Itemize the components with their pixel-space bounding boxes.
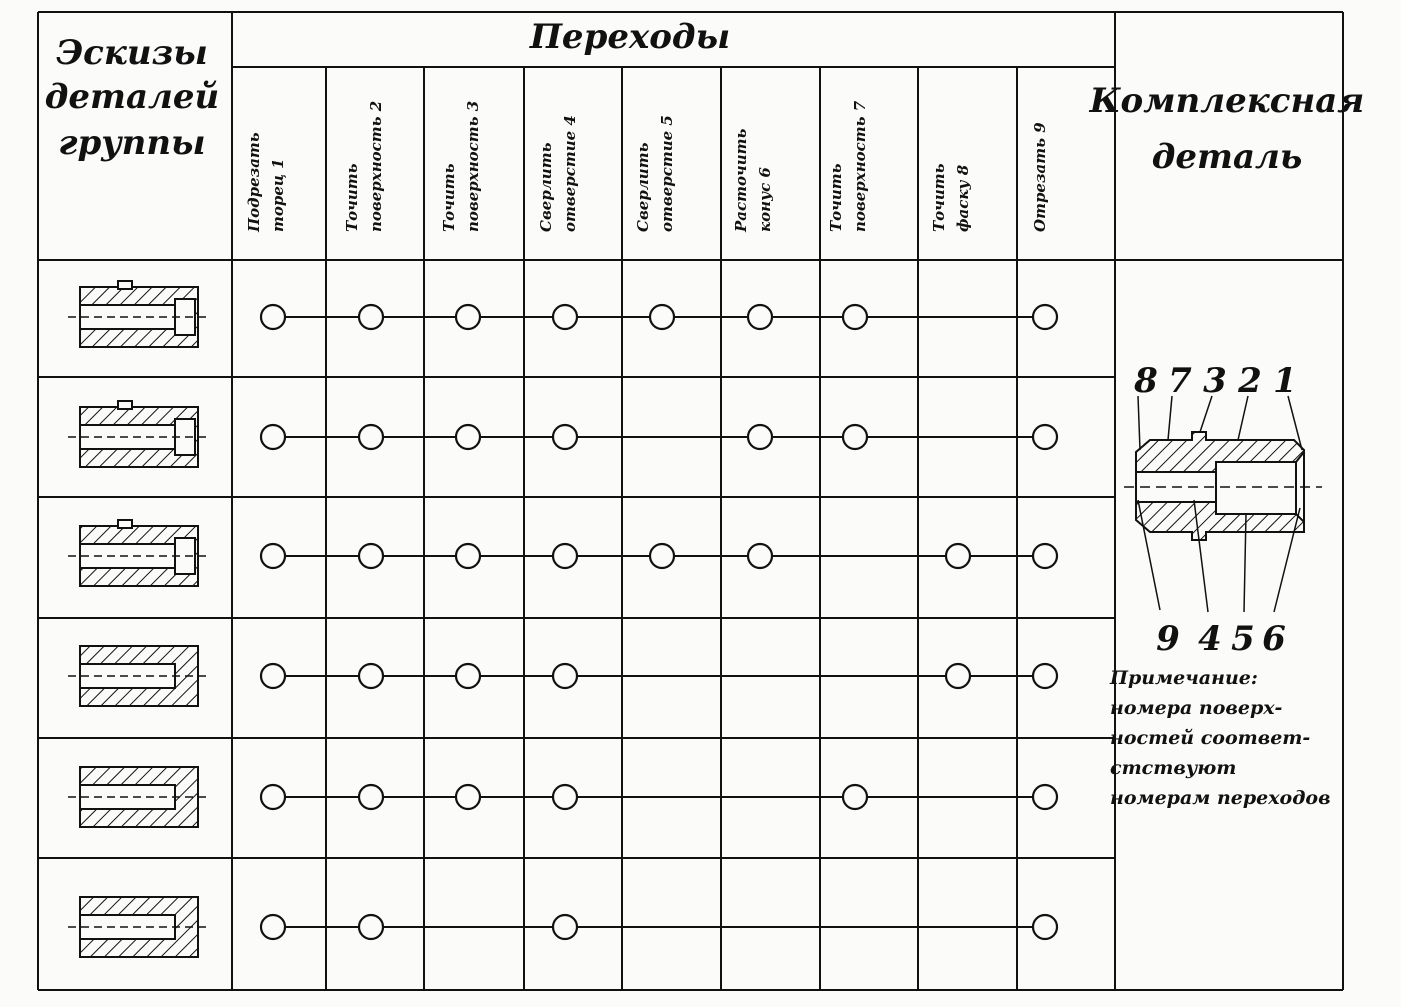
column-header-text: Точить (930, 163, 948, 232)
column-header-9 (1031, 122, 1049, 232)
column-header-text: конус 6 (756, 167, 774, 232)
route-row-6 (261, 915, 1057, 939)
note-block (1109, 667, 1331, 809)
route-node-op-7 (843, 305, 867, 329)
column-header-text: Подрезать (245, 132, 263, 232)
route-node-op-1 (261, 544, 285, 568)
route-node-op-9 (1033, 785, 1057, 809)
route-row-1 (261, 305, 1057, 329)
column-header-5 (634, 115, 676, 232)
column-header-text: отверстие 4 (561, 115, 579, 232)
column-header-text: Сверлить (634, 142, 652, 232)
surface-number-6: 6 (1262, 619, 1286, 659)
column-headers (245, 100, 1049, 233)
column-header-text: фаску 8 (954, 164, 972, 232)
route-row-3 (261, 544, 1057, 568)
route-node-op-2 (359, 305, 383, 329)
column-header-text: Сверлить (537, 142, 555, 232)
sketch-collar (118, 281, 132, 289)
part-sketch-5 (68, 767, 210, 827)
surface-number-8: 8 (1134, 361, 1158, 401)
sketch-collar (118, 520, 132, 528)
route-node-op-3 (456, 305, 480, 329)
column-header-text: Точить (343, 163, 361, 232)
route-node-op-1 (261, 915, 285, 939)
route-node-op-4 (553, 544, 577, 568)
note-line-5: номерам переходов (1110, 787, 1331, 809)
route-node-op-6 (748, 305, 772, 329)
route-node-op-4 (553, 425, 577, 449)
column-header-text: Точить (440, 163, 458, 232)
column-header-2 (343, 101, 385, 232)
part-sketch-3 (68, 520, 210, 586)
sketches-title-line3: группы (58, 123, 206, 163)
note-line-3: ностей соответ- (1110, 727, 1311, 749)
route-node-op-4 (553, 915, 577, 939)
route-node-op-2 (359, 785, 383, 809)
part-sketch-1 (68, 281, 210, 347)
route-node-op-1 (261, 425, 285, 449)
route-node-op-5 (650, 305, 674, 329)
route-node-op-7 (843, 785, 867, 809)
route-node-op-9 (1033, 544, 1057, 568)
route-node-op-4 (553, 305, 577, 329)
route-node-op-3 (456, 785, 480, 809)
route-node-op-5 (650, 544, 674, 568)
surface-number-2: 2 (1238, 361, 1262, 401)
route-node-op-8 (946, 544, 970, 568)
sketch-collar (118, 401, 132, 409)
transitions-title: Переходы (529, 17, 731, 57)
route-node-op-9 (1033, 915, 1057, 939)
column-header-3 (440, 101, 482, 232)
column-header-text: отверстие 5 (658, 115, 676, 232)
route-node-op-3 (456, 425, 480, 449)
column-header-text: поверхность 2 (367, 100, 385, 232)
part-sketch-2 (68, 401, 210, 467)
sketches-header (45, 33, 220, 163)
complex-header (1089, 81, 1365, 177)
surface-number-4: 4 (1198, 619, 1222, 659)
route-node-op-1 (261, 664, 285, 688)
operation-routes (261, 305, 1057, 939)
route-node-op-6 (748, 425, 772, 449)
route-node-op-6 (748, 544, 772, 568)
route-node-op-3 (456, 544, 480, 568)
sketches-title-line1: Эскизы (56, 33, 208, 73)
column-header-4 (537, 115, 579, 232)
surface-number-5: 5 (1231, 619, 1255, 659)
route-node-op-7 (843, 425, 867, 449)
complex-title-line1: Комплексная (1089, 81, 1365, 121)
route-row-4 (261, 664, 1057, 688)
route-node-op-1 (261, 305, 285, 329)
note-line-4: стствуют (1110, 757, 1237, 779)
route-node-op-9 (1033, 305, 1057, 329)
part-sketch-4 (68, 646, 210, 706)
route-node-op-8 (946, 664, 970, 688)
route-node-op-4 (553, 664, 577, 688)
route-node-op-1 (261, 785, 285, 809)
column-header-text: Точить (827, 163, 845, 232)
column-header-text: Отрезать 9 (1031, 122, 1049, 232)
surface-number-1: 1 (1273, 361, 1297, 401)
surface-numbers-bottom (1156, 619, 1286, 659)
note-line-1: Примечание: (1110, 667, 1258, 689)
route-row-2 (261, 425, 1057, 449)
complex-part-drawing (1124, 396, 1322, 612)
part-sketch-6 (68, 897, 210, 957)
route-row-5 (261, 785, 1057, 809)
column-header-6 (732, 128, 774, 233)
complex-title-line2: деталь (1151, 137, 1303, 177)
column-header-1 (245, 132, 287, 233)
note-line-2: номера поверх- (1110, 697, 1283, 719)
route-node-op-4 (553, 785, 577, 809)
route-node-op-3 (456, 664, 480, 688)
surface-number-9: 9 (1156, 619, 1180, 659)
column-header-7 (827, 100, 869, 232)
route-node-op-2 (359, 425, 383, 449)
column-header-8 (930, 163, 972, 232)
route-node-op-9 (1033, 425, 1057, 449)
route-node-op-2 (359, 915, 383, 939)
column-header-text: торец 1 (269, 158, 287, 232)
surface-numbers-top (1133, 361, 1297, 401)
route-node-op-9 (1033, 664, 1057, 688)
sketches-title-line2: деталей (44, 77, 220, 117)
column-header-text: поверхность 7 (851, 100, 869, 232)
column-header-text: Расточить (732, 128, 750, 232)
route-node-op-2 (359, 544, 383, 568)
surface-number-3: 3 (1203, 361, 1227, 401)
surface-number-7: 7 (1168, 361, 1192, 401)
route-node-op-2 (359, 664, 383, 688)
column-header-text: поверхность 3 (464, 100, 482, 232)
